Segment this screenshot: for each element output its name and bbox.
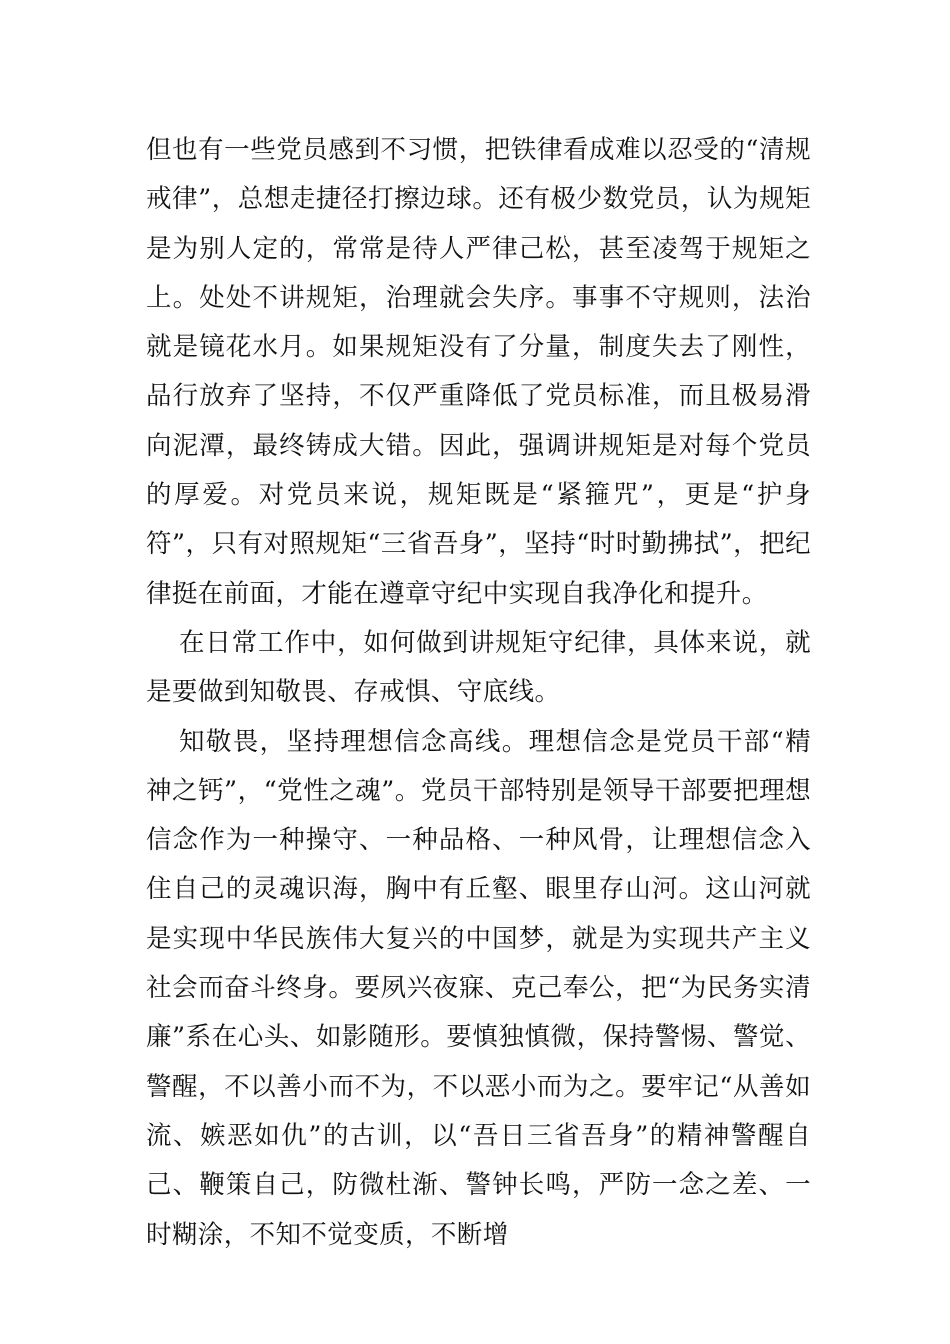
document-body (146, 126, 811, 1260)
paragraph-2: 在日常工作中，如何做到讲规矩守纪律，具体来说，就是要做到知敬畏、存戒惧、守底线。 (146, 627, 811, 708)
paragraph-1: 但也有一些党员感到不习惯，把铁律看成难以忍受的“清规戒律”，总想走捷径打擦边球。还有极少数党员，认为规矩是为别人定的，常常是待人严律己松，甚至凌驾于规矩之上。处处不讲规矩，治理就会失序。事事不守规则，法治就是镜花水月。如果规矩没有了分量，制度失去了刚性，品行放弃了坚持，不仅严重降低了党员标准，而且极易滑向泥潭，最终铸成大错。因此，强调讲规矩是对每个党员的厚爱。对党员来说，规矩既是“紧箍咒”，更是“护身符”，只有对照规矩“三省吾身”，坚持“时时勤拂拭”，把纪律挺在前面，才能在遵章守纪中实现自我净化和提升。 (146, 135, 811, 609)
paragraph-3: 知敬畏，坚持理想信念高线。理想信念是党员干部“精神之钙”，“党性之魂”。党员干部特别是领导干部要把理想信念作为一种操守、一种品格、一种风骨，让理想信念入住自己的灵魂识海，胸中有丘壑、眼里存山河。这山河就是实现中华民族伟大复兴的中国梦，就是为实现共产主义社会而奋斗终身。要夙兴夜寐、克己奉公，把“为民务实清廉”系在心头、如影随形。要慎独慎微，保持警惕、警觉、警醒，不以善小而不为，不以恶小而为之。要牢记“从善如流、嫉恶如仇”的古训，以“吾日三省吾身”的精神警醒自己、鞭策自己，防微杜渐、警钟长鸣，严防一念之差、一时糊涂，不知不觉变质，不断增 (146, 726, 811, 1250)
